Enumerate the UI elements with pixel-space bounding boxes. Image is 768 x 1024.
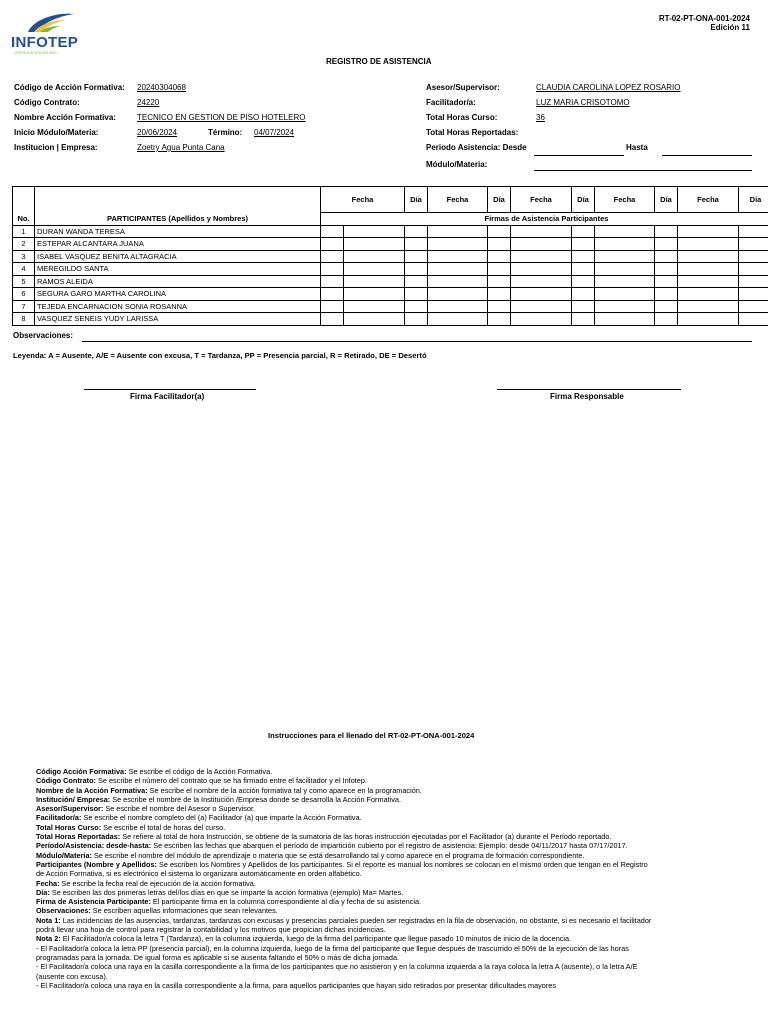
instruction-item <box>36 916 652 935</box>
instruction-label: Observaciones: <box>36 906 91 916</box>
instruction-text: - El Facilitador/a coloca una raya en la casilla correspondiente a la firma, para aquellos participantes que hayan sido retirados por presentar dificultades mayores <box>36 980 556 990</box>
signature-cell[interactable] <box>511 275 572 288</box>
signature-cell[interactable] <box>428 300 488 313</box>
signature-cell[interactable] <box>511 238 572 251</box>
participant-name: RAMOS ALEIDA <box>35 275 321 288</box>
facilitador-value: LUZ MARIA CRISOTOMO <box>536 98 630 107</box>
nombre-accion-value: TECNICO EN GESTION DE PISO HOTELERO <box>137 113 306 122</box>
instruction-text: Se escribe el número del contrato que se ha firmado entre el facilitador y el Infotep. <box>95 776 367 786</box>
signature-cell[interactable] <box>739 238 768 251</box>
signature-cell[interactable] <box>321 250 344 263</box>
signature-cell[interactable] <box>344 225 405 238</box>
instruction-item <box>36 851 652 860</box>
signature-cell[interactable] <box>572 238 595 251</box>
signature-cell[interactable] <box>595 238 655 251</box>
instruction-label: Facilitador/a: <box>36 813 82 823</box>
signature-cell[interactable] <box>511 250 572 263</box>
no-header: No. <box>13 213 35 226</box>
signature-cell[interactable] <box>678 225 739 238</box>
signature-cell[interactable] <box>655 275 678 288</box>
firma-facilitador-label: Firma Facilitador(a) <box>130 392 205 401</box>
institucion-label: Institucion | Empresa: <box>14 143 98 152</box>
dia-header-4: Día <box>655 187 678 213</box>
periodo-hasta-line <box>662 155 752 156</box>
signature-cell[interactable] <box>678 288 739 301</box>
signature-cell[interactable] <box>739 225 768 238</box>
asesor-value: CLAUDIA CAROLINA LOPEZ ROSARIO <box>536 83 681 92</box>
signature-cell[interactable] <box>321 288 344 301</box>
signature-cell[interactable] <box>428 313 488 326</box>
instruction-label: Código Acción Formativa: <box>36 767 127 776</box>
signature-cell[interactable] <box>572 313 595 326</box>
signature-cell[interactable] <box>321 238 344 251</box>
institucion-value: Zoetry Agua Punta Cana <box>137 143 225 152</box>
signature-cell[interactable] <box>321 313 344 326</box>
firma-responsable-line <box>497 389 681 390</box>
instruction-text: Se escribe el nombre del Asesor o Supervisor. <box>103 804 256 814</box>
signature-cell[interactable] <box>428 263 488 276</box>
signature-cell[interactable] <box>739 300 768 313</box>
instruction-text: Se refiere al total de hora Instrucción, se obtiene de la sumatoria de las horas instrucción ejecutadas por el Facilitador (a) durante el Período reportado. <box>120 832 612 842</box>
logo-text: INFOTEP <box>11 34 79 51</box>
total-horas-label: Total Horas Curso: <box>426 113 498 122</box>
instruction-label: Día: <box>36 887 50 897</box>
dia-header-3: Día <box>572 187 595 213</box>
table-row <box>13 288 768 301</box>
instruction-label: Nota 1: <box>36 915 61 925</box>
table-row <box>13 238 768 251</box>
row-number: 4 <box>13 263 35 276</box>
signature-cell[interactable] <box>572 225 595 238</box>
table-row <box>13 250 768 263</box>
signature-cell[interactable] <box>428 238 488 251</box>
signature-cell[interactable] <box>739 263 768 276</box>
instruction-label: Asesor/Supervisor: <box>36 804 104 814</box>
signature-cell[interactable] <box>678 263 739 276</box>
signature-cell[interactable] <box>488 288 511 301</box>
periodo-label: Periodo Asistencia: Desde <box>426 143 527 152</box>
signature-cell[interactable] <box>655 225 678 238</box>
firmas-header: Firmas de Asistencia Participantes <box>321 213 768 226</box>
signature-cell[interactable] <box>405 225 428 238</box>
instruction-label: Módulo/Materia: <box>36 850 92 860</box>
codigo-contrato-value: 24220 <box>137 98 160 107</box>
signature-cell[interactable] <box>428 225 488 238</box>
signature-cell[interactable] <box>344 263 405 276</box>
signature-cell[interactable] <box>655 263 678 276</box>
signature-cell[interactable] <box>344 313 405 326</box>
attendance-table <box>12 186 768 326</box>
instruction-text: Se escribe el nombre completo del (a) Facilitador (a) que imparte la Acción Formativa. <box>81 813 362 823</box>
firma-responsable-label: Firma Responsable <box>550 392 624 401</box>
signature-cell[interactable] <box>739 250 768 263</box>
inicio-value: 20/06/2024 <box>137 128 178 137</box>
instruction-item <box>36 813 652 822</box>
row-number: 7 <box>13 300 35 313</box>
logo-subtext: CERTIFICACIÓN ISO 9001 <box>14 51 57 55</box>
instruction-label: Firma de Asistencia Participante: <box>36 897 151 907</box>
signature-cell[interactable] <box>511 288 572 301</box>
signature-cell[interactable] <box>572 263 595 276</box>
participant-name: VASQUEZ SENEIS YUDY LARISSA <box>35 313 321 326</box>
signature-cell[interactable] <box>595 225 655 238</box>
signature-cell[interactable] <box>595 263 655 276</box>
row-number: 1 <box>13 225 35 238</box>
codigo-accion-label: Código de Acción Formativa: <box>14 83 125 92</box>
hasta-label: Hasta <box>626 143 648 152</box>
participantes-header: PARTICIPANTES (Apellidos y Nombres) <box>35 213 321 226</box>
instruction-item <box>36 879 652 888</box>
firma-facilitador-line <box>84 389 256 390</box>
row-number: 2 <box>13 238 35 251</box>
signature-cell[interactable] <box>321 263 344 276</box>
signature-cell[interactable] <box>428 275 488 288</box>
signature-cell[interactable] <box>655 238 678 251</box>
instruction-text: Se escribe la fecha real de ejecución de la acción formativa. <box>59 878 256 888</box>
instruction-label: Total Horas Curso: <box>36 822 102 832</box>
signature-cell[interactable] <box>739 288 768 301</box>
instruction-item <box>36 795 652 804</box>
table-row <box>13 263 768 276</box>
fecha-header-3: Fecha <box>511 187 572 213</box>
total-reportadas-label: Total Horas Reportadas: <box>426 128 519 137</box>
instruction-item <box>36 832 652 841</box>
row-number: 8 <box>13 313 35 326</box>
instruction-text: Se escriben aquellas informaciones que sean relevantes. <box>90 906 278 916</box>
signature-cell[interactable] <box>572 275 595 288</box>
signature-cell[interactable] <box>595 288 655 301</box>
signature-cell[interactable] <box>428 288 488 301</box>
instruction-text: Se escribe el total de horas del curso. <box>101 822 226 832</box>
fecha-header-1: Fecha <box>321 187 405 213</box>
instruction-label: Período/Asistencia: desde-hasta: <box>36 841 152 851</box>
signature-cell[interactable] <box>488 300 511 313</box>
legend: Leyenda: A = Ausente, A/E = Ausente con excusa, T = Tardanza, PP = Presencia parcial, R = Retirado, DE = Desertó <box>13 351 427 360</box>
instruction-text: Se escriben los Nombres y Apellidos de los participantes. Si el reporte es manual los nombres se colocan en el mismo orden que tengan en el Registro de Acción Formativa, si es electrónico el sistema lo organizara automáticamente en orden alfabético. <box>36 859 648 879</box>
signature-cell[interactable] <box>405 300 428 313</box>
signature-cell[interactable] <box>321 275 344 288</box>
table-row <box>13 313 768 326</box>
signature-cell[interactable] <box>655 300 678 313</box>
instruction-label: Total Horas Reportadas: <box>36 832 121 842</box>
inicio-label: Inicio Módulo/Materia: <box>14 128 99 137</box>
asesor-label: Asesor/Supervisor: <box>426 83 500 92</box>
signature-cell[interactable] <box>488 313 511 326</box>
row-number: 6 <box>13 288 35 301</box>
signature-cell[interactable] <box>739 313 768 326</box>
signature-cell[interactable] <box>595 300 655 313</box>
instructions-list <box>36 767 652 990</box>
instruction-item <box>36 944 652 963</box>
instruction-text: Se escriben las dos primeras letras del/los días en que se imparte la acción formativa (ejemplo) Ma= Martes. <box>49 887 404 897</box>
signature-cell[interactable] <box>344 238 405 251</box>
instruction-item <box>36 962 652 981</box>
signature-cell[interactable] <box>678 250 739 263</box>
signature-cell[interactable] <box>655 250 678 263</box>
signature-cell[interactable] <box>678 238 739 251</box>
instruction-text: Se escribe el nombre de la acción formativa tal y como aparece en la programación. <box>147 785 422 795</box>
instruction-label: Participantes (Nombre y Apellidos: <box>36 859 157 869</box>
instruction-item <box>36 841 652 850</box>
signature-cell[interactable] <box>405 238 428 251</box>
periodo-desde-line <box>534 155 624 156</box>
signature-cell[interactable] <box>405 250 428 263</box>
total-horas-value: 36 <box>536 113 545 122</box>
signature-cell[interactable] <box>344 288 405 301</box>
signature-cell[interactable] <box>678 313 739 326</box>
modulo-line <box>534 170 752 171</box>
instruction-text: - El Facilitador/a coloca la letra PP (presencia parcial), en la columna izquierda, luego de la firma del participante que llegue después de trascurrido el 50% de la ejecución de las horas programadas para la jornada. De igual forma es aplicable si se ausenta faltando el 50% o más de dicha jornada. <box>36 943 629 962</box>
row-number: 3 <box>13 250 35 263</box>
signature-cell[interactable] <box>511 300 572 313</box>
signature-cell[interactable] <box>678 300 739 313</box>
signature-cell[interactable] <box>595 275 655 288</box>
signature-cell[interactable] <box>321 300 344 313</box>
signature-cell[interactable] <box>405 275 428 288</box>
codigo-accion-value: 20240304068 <box>137 83 186 92</box>
observaciones-label: Observaciones: <box>13 331 74 340</box>
instruction-text: El Facilitador/a coloca la letra T (Tardanza), en la columna izquierda, luego de la firma del participante que llegue pasado 10 minutos de inicio de la docencia. <box>60 934 572 944</box>
instruction-label: Institución/ Empresa: <box>36 794 111 804</box>
termino-value: 04/07/2024 <box>254 128 295 137</box>
participant-name: MEREGILDO SANTA <box>35 263 321 276</box>
instruction-item <box>36 786 652 795</box>
participant-name: ISABEL VASQUEZ BENITA ALTAGRACIA <box>35 250 321 263</box>
fecha-header-4: Fecha <box>595 187 655 213</box>
participant-name: DURAN WANDA TERESA <box>35 225 321 238</box>
signature-cell[interactable] <box>488 275 511 288</box>
signature-cell[interactable] <box>678 275 739 288</box>
instructions-title: Instrucciones para el llenado del RT-02-PT-ONA-001-2024 <box>268 731 475 740</box>
instruction-item <box>36 804 652 813</box>
participant-name: SEGURA GARO MARTHA CAROLINA <box>35 288 321 301</box>
fecha-header-2: Fecha <box>428 187 488 213</box>
instruction-item <box>36 888 652 897</box>
signature-cell[interactable] <box>511 313 572 326</box>
signature-cell[interactable] <box>321 225 344 238</box>
instruction-item <box>36 776 652 785</box>
infotep-logo <box>10 10 86 56</box>
signature-cell[interactable] <box>405 288 428 301</box>
signature-cell[interactable] <box>405 313 428 326</box>
signature-cell[interactable] <box>572 250 595 263</box>
instruction-text: Se escribe el código de la Acción Formativa. <box>126 767 273 776</box>
instruction-item <box>36 823 652 832</box>
instruction-item <box>36 934 652 943</box>
instruction-item <box>36 767 652 776</box>
signature-cell[interactable] <box>428 250 488 263</box>
modulo-label: Módulo/Materia: <box>426 160 488 169</box>
participant-name: ESTEPAR ALCANTARA JUANA <box>35 238 321 251</box>
dia-header-1: Día <box>405 187 428 213</box>
signature-cell[interactable] <box>344 275 405 288</box>
signature-cell[interactable] <box>739 275 768 288</box>
instruction-text: - El Facilitador/a coloca una raya en la casilla correspondiente a la firma de los participantes que no asistieron y en la columna izquierda a la raya coloca la letra A (ausente), o la letra A/E (ausente con excusa). <box>36 962 638 981</box>
instruction-label: Código Contrato: <box>36 776 96 786</box>
termino-label: Término: <box>208 128 243 137</box>
instruction-text: Se escriben las fechas que abarquen el período de impartición cubierto por el registro de asistencia: Ejemplo: desde 04/11/2017 hasta 07/17/2017. <box>151 841 628 851</box>
signature-cell[interactable] <box>511 263 572 276</box>
instruction-item <box>36 906 652 915</box>
doc-code: RT-02-PT-ONA-001-2024 <box>658 14 750 23</box>
nombre-accion-label: Nombre Acción Formativa: <box>14 113 116 122</box>
signature-cell[interactable] <box>488 250 511 263</box>
signature-cell[interactable] <box>344 300 405 313</box>
instruction-text: Las incidencias de las ausencias, tardanzas, tardanzas con excusas y presencias parciales pueden ser registradas en la fila de observación, no obstante, si es necesario el facilitador podrá llevar una hoja de control para registrar la contabilidad y los motivos que propician dichas incidencias. <box>36 915 652 935</box>
signature-cell[interactable] <box>572 288 595 301</box>
signature-cell[interactable] <box>595 250 655 263</box>
signature-cell[interactable] <box>405 263 428 276</box>
table-row <box>13 225 768 238</box>
observaciones-line <box>82 341 752 342</box>
instruction-item <box>36 860 652 879</box>
instruction-text: Se escribe el nombre del módulo de aprendizaje o materia que se está desarrollando tal y como aparece en el programa de formación correspondiente. <box>91 850 585 860</box>
dia-header-2: Día <box>488 187 511 213</box>
codigo-contrato-label: Código Contrato: <box>14 98 80 107</box>
table-row <box>13 300 768 313</box>
fecha-header-5: Fecha <box>678 187 739 213</box>
signature-cell[interactable] <box>655 288 678 301</box>
instruction-label: Fecha: <box>36 878 60 888</box>
participant-rows <box>13 225 768 325</box>
instruction-label: Nota 2: <box>36 934 61 944</box>
signature-cell[interactable] <box>595 313 655 326</box>
signature-cell[interactable] <box>488 263 511 276</box>
instruction-text: El participante firma en la columna correspondiente al día y fecha de su asistencia. <box>150 897 422 907</box>
participant-name: TEJEDA ENCARNACION SONIA ROSANNA <box>35 300 321 313</box>
page-title: REGISTRO DE ASISTENCIA <box>326 57 432 66</box>
instruction-label: Nombre de la Acción Formativa: <box>36 785 148 795</box>
dia-header-5: Día <box>739 187 768 213</box>
signature-cell[interactable] <box>488 225 511 238</box>
signature-cell[interactable] <box>511 225 572 238</box>
instruction-item <box>36 981 652 990</box>
facilitador-label: Facilitador/a: <box>426 98 476 107</box>
signature-cell[interactable] <box>344 250 405 263</box>
instruction-text: Se escribe el nombre de la Institución /Empresa donde se desarrolla la Acción Formativa. <box>110 794 402 804</box>
signature-cell[interactable] <box>572 300 595 313</box>
row-number: 5 <box>13 275 35 288</box>
signature-cell[interactable] <box>488 238 511 251</box>
table-row <box>13 275 768 288</box>
edition: Edición 11 <box>710 23 750 32</box>
instruction-item <box>36 897 652 906</box>
signature-cell[interactable] <box>655 313 678 326</box>
